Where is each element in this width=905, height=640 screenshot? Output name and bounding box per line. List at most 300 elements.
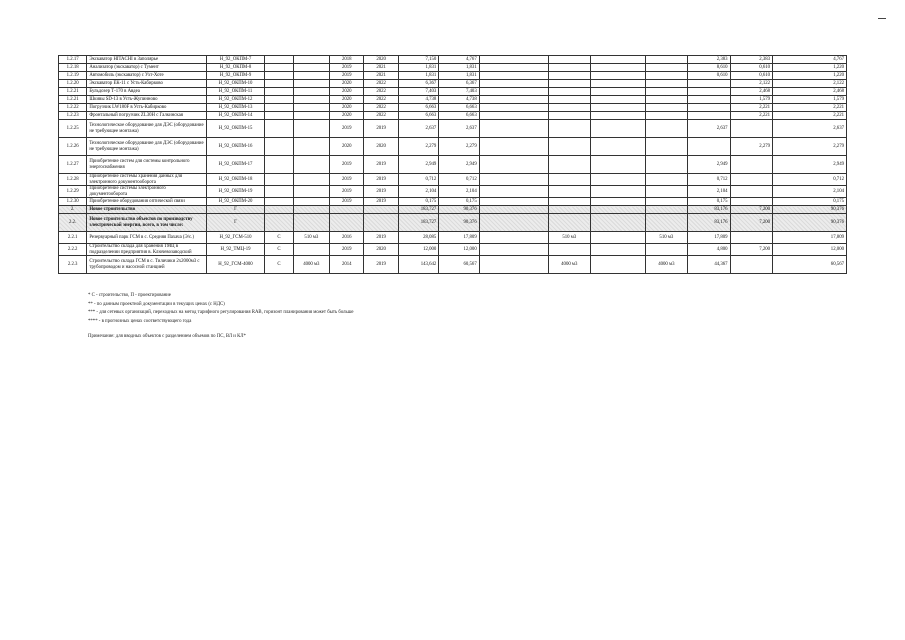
- table-cell: 1,220: [773, 64, 847, 72]
- table-cell: [645, 120, 687, 138]
- table-cell: 8,610: [688, 64, 730, 72]
- table-cell: [265, 96, 293, 104]
- table-cell: [730, 256, 772, 274]
- table-cell: H_92_ОКПМ-8: [206, 64, 265, 72]
- table-cell: 2019: [364, 232, 398, 244]
- table-cell: 2020: [330, 96, 364, 104]
- table-cell: [293, 244, 329, 256]
- table-cell: [265, 80, 293, 88]
- table-cell: [645, 96, 687, 104]
- table-cell: [645, 138, 687, 156]
- table-cell: 1.2.22: [59, 104, 87, 112]
- table-cell: Новое строительство объектов по производству электрической энергии, всего, в том числе:: [87, 214, 206, 232]
- table-cell: 183,727: [398, 214, 438, 232]
- table-cell: 90,376: [773, 206, 847, 214]
- table-cell: [293, 206, 329, 214]
- table-cell: 2019: [330, 64, 364, 72]
- table-cell: [293, 80, 329, 88]
- table-cell: [293, 72, 329, 80]
- table-cell: [265, 138, 293, 156]
- table-cell: [265, 72, 293, 80]
- table-cell: H_92_ОКПМ-15: [206, 120, 265, 138]
- table-cell: 6,663: [439, 104, 479, 112]
- table-cell: [479, 112, 548, 120]
- table-cell: Резервуарный парк ГСМ в с. Средняя Пахача (Э/с.): [87, 232, 206, 244]
- table-cell: 2.: [59, 206, 87, 214]
- table-cell: Экскаватор HITACHI в Заполярье: [87, 56, 206, 64]
- table-cell: [548, 96, 590, 104]
- table-cell: 1.2.27: [59, 156, 87, 174]
- table-cell: [548, 112, 590, 120]
- table-cell: 7,150: [398, 56, 438, 64]
- table-cell: 44,367: [688, 256, 730, 274]
- table-cell: 1,579: [730, 96, 772, 104]
- table-cell: 2,279: [398, 138, 438, 156]
- table-cell: 2019: [364, 120, 398, 138]
- table-cell: [591, 120, 646, 138]
- table-row: [59, 198, 847, 206]
- table-cell: [645, 244, 687, 256]
- table-cell: [548, 120, 590, 138]
- table-row: [59, 112, 847, 120]
- table-cell: 183,727: [398, 206, 438, 214]
- table-cell: 510 м3: [645, 232, 687, 244]
- table-cell: [591, 186, 646, 198]
- table-cell: [591, 88, 646, 96]
- table-cell: [293, 104, 329, 112]
- table-cell: Технологическое оборудование для ДЭС (оборудование не требующее монтажа): [87, 120, 206, 138]
- table-cell: [645, 88, 687, 96]
- table-cell: [645, 64, 687, 72]
- table-cell: 60,567: [773, 256, 847, 274]
- table-cell: [479, 64, 548, 72]
- table-cell: H_92_ОКПМ-16: [206, 138, 265, 156]
- table-cell: 2,122: [730, 80, 772, 88]
- table-cell: [548, 80, 590, 88]
- table-cell: 143,642: [398, 256, 438, 274]
- table-cell: 2,949: [439, 156, 479, 174]
- table-cell: H_92_ОКПМ-10: [206, 80, 265, 88]
- table-cell: [265, 174, 293, 186]
- table-row: [59, 64, 847, 72]
- table-cell: 2,279: [730, 138, 772, 156]
- table-cell: 2019: [330, 174, 364, 186]
- table-cell: Экскаватор ЕК-11 с Усть-Кабирково: [87, 80, 206, 88]
- table-cell: [479, 232, 548, 244]
- table-cell: [688, 112, 730, 120]
- table-cell: [479, 96, 548, 104]
- table-cell: 2.2.: [59, 214, 87, 232]
- table-cell: 2019: [330, 72, 364, 80]
- table-cell: [730, 120, 772, 138]
- table-cell: Строительство склада для хранения ТМЦ в подразделении предприятия в. Ключевозаводский: [87, 244, 206, 256]
- table-cell: 0,175: [688, 198, 730, 206]
- table-cell: 17,809: [439, 232, 479, 244]
- table-row: [59, 104, 847, 112]
- table-cell: [548, 198, 590, 206]
- table-row: [59, 72, 847, 80]
- table-cell: 1,831: [439, 72, 479, 80]
- table-cell: 2,949: [688, 156, 730, 174]
- table-cell: [293, 64, 329, 72]
- table-cell: [591, 80, 646, 88]
- table-cell: 4,738: [398, 96, 438, 104]
- table-cell: [548, 206, 590, 214]
- table-cell: [591, 112, 646, 120]
- table-cell: 2,468: [773, 88, 847, 96]
- table-cell: [265, 56, 293, 64]
- table-cell: 1.2.17: [59, 56, 87, 64]
- table-cell: 0,175: [773, 198, 847, 206]
- table-cell: 2,221: [773, 104, 847, 112]
- remark-note: Примечание: для вводных объектов с разделением объемов по ПС, ВЛ и КЛ*: [88, 334, 246, 339]
- table-cell: 1.2.29: [59, 186, 87, 198]
- table-cell: 0,712: [398, 174, 438, 186]
- table-cell: [591, 96, 646, 104]
- table-row: [59, 206, 847, 214]
- table-cell: H_92_ОКПМ-20: [206, 198, 265, 206]
- table-cell: H_92_ОКПМ-19: [206, 186, 265, 198]
- table-cell: 2019: [364, 174, 398, 186]
- table-cell: [730, 186, 772, 198]
- table-cell: 2019: [330, 156, 364, 174]
- investment-program-table: [58, 55, 847, 274]
- table-cell: 7,403: [398, 88, 438, 96]
- table-cell: [591, 206, 646, 214]
- table-cell: [548, 214, 590, 232]
- table-cell: H_92_ОКПМ-17: [206, 156, 265, 174]
- table-cell: 2019: [330, 198, 364, 206]
- table-cell: 7,200: [730, 214, 772, 232]
- table-cell: 4,738: [439, 96, 479, 104]
- table-cell: [479, 198, 548, 206]
- table-cell: [548, 244, 590, 256]
- table-cell: [548, 88, 590, 96]
- table-cell: 2,122: [773, 80, 847, 88]
- table-row: [59, 244, 847, 256]
- table-cell: 2020: [330, 104, 364, 112]
- table-cell: [645, 112, 687, 120]
- table-cell: [591, 104, 646, 112]
- table-cell: 2019: [364, 198, 398, 206]
- table-cell: Погрузчик LW180F в Усть-Кабирково: [87, 104, 206, 112]
- table-cell: 17,809: [688, 232, 730, 244]
- table-cell: Шкивы SD-13 в Усть-Жупинново: [87, 96, 206, 104]
- table-cell: Приобретение системы хранения данных для электронного документооборота: [87, 174, 206, 186]
- table-cell: [479, 56, 548, 64]
- table-cell: [479, 72, 548, 80]
- table-cell: [645, 80, 687, 88]
- table-cell: [645, 104, 687, 112]
- table-cell: 4000 м3: [548, 256, 590, 274]
- table-cell: Бульдозер Т-170 в Авдеа: [87, 88, 206, 96]
- table-cell: 12,000: [439, 244, 479, 256]
- table-row: [59, 256, 847, 274]
- table-cell: [479, 256, 548, 274]
- table-cell: [645, 174, 687, 186]
- table-cell: 2019: [330, 120, 364, 138]
- table-cell: 2,949: [398, 156, 438, 174]
- table-cell: Г: [206, 214, 265, 232]
- table-cell: [591, 198, 646, 206]
- table-row: [59, 88, 847, 96]
- table-cell: 2,104: [398, 186, 438, 198]
- table-cell: 12,000: [773, 244, 847, 256]
- table-cell: 0,610: [730, 72, 772, 80]
- table-row: [59, 214, 847, 232]
- table-cell: 2019: [330, 244, 364, 256]
- table-cell: [548, 56, 590, 64]
- table-cell: [293, 214, 329, 232]
- table-cell: [265, 156, 293, 174]
- table-cell: 2,383: [730, 56, 772, 64]
- table-cell: 2,104: [688, 186, 730, 198]
- table-cell: [265, 120, 293, 138]
- table-cell: [688, 96, 730, 104]
- table-cell: 2.2.1: [59, 232, 87, 244]
- table-cell: 2020: [330, 80, 364, 88]
- table-cell: 0,712: [773, 174, 847, 186]
- table-cell: 7,200: [730, 206, 772, 214]
- table-cell: [591, 232, 646, 244]
- table-cell: [479, 120, 548, 138]
- table-cell: 2,949: [773, 156, 847, 174]
- table-cell: 2.2.2: [59, 244, 87, 256]
- table-cell: 0,712: [439, 174, 479, 186]
- table-cell: [479, 156, 548, 174]
- table-row: [59, 120, 847, 138]
- table-cell: 2014: [330, 256, 364, 274]
- table-cell: 0,610: [730, 64, 772, 72]
- table-cell: [645, 156, 687, 174]
- table-cell: H_92_ТМЦ-19: [206, 244, 265, 256]
- table-cell: 510 м3: [548, 232, 590, 244]
- table-cell: 2,279: [439, 138, 479, 156]
- table-cell: [479, 138, 548, 156]
- table-cell: [265, 214, 293, 232]
- table-cell: [591, 64, 646, 72]
- table-cell: [591, 72, 646, 80]
- table-cell: 2022: [364, 112, 398, 120]
- table-row: [59, 138, 847, 156]
- table-cell: 1.2.21: [59, 96, 87, 104]
- table-cell: [293, 88, 329, 96]
- table-cell: [548, 72, 590, 80]
- table-cell: 2020: [330, 112, 364, 120]
- table-cell: [293, 120, 329, 138]
- table-cell: 2022: [364, 104, 398, 112]
- table-cell: 2,221: [730, 104, 772, 112]
- table-cell: 0,175: [398, 198, 438, 206]
- table-cell: H_92_ОКПМ-11: [206, 88, 265, 96]
- table-cell: 6,367: [398, 80, 438, 88]
- table-cell: 1.2.18: [59, 64, 87, 72]
- table-cell: 1.2.28: [59, 174, 87, 186]
- table-cell: [591, 138, 646, 156]
- table-cell: [645, 56, 687, 64]
- table-cell: [479, 244, 548, 256]
- table-cell: 1,831: [398, 72, 438, 80]
- table-cell: [479, 88, 548, 96]
- table-cell: [645, 206, 687, 214]
- table-cell: 2,221: [730, 112, 772, 120]
- table-cell: [591, 156, 646, 174]
- table-cell: 0,175: [439, 198, 479, 206]
- table-cell: 2,279: [773, 138, 847, 156]
- table-cell: [330, 214, 364, 232]
- footnotes: [88, 292, 354, 326]
- table-cell: [730, 174, 772, 186]
- table-cell: 2019: [364, 186, 398, 198]
- footnote: * С - строительство, П - проектирование: [88, 293, 171, 298]
- table-cell: [293, 96, 329, 104]
- table-cell: 4,767: [773, 56, 847, 64]
- table-cell: [591, 174, 646, 186]
- table-cell: [591, 56, 646, 64]
- table-cell: 1.2.30: [59, 198, 87, 206]
- table-cell: 83,176: [688, 214, 730, 232]
- table-cell: 1.2.19: [59, 72, 87, 80]
- table-cell: 2,468: [730, 88, 772, 96]
- table-cell: [591, 214, 646, 232]
- table-cell: [548, 174, 590, 186]
- table-cell: [293, 112, 329, 120]
- table-cell: 12,000: [398, 244, 438, 256]
- footnote: ** - по данным проектной документации в текущих ценах (с НДС): [88, 301, 225, 307]
- footnote: *** - для сетевых организаций, переходных на метод тарифного регулирования RAB, горизонт планирования может быть больше: [88, 310, 354, 315]
- table-cell: [479, 80, 548, 88]
- table-cell: 4,767: [439, 56, 479, 64]
- table-cell: 2020: [364, 56, 398, 64]
- table-cell: 90,376: [773, 214, 847, 232]
- table-cell: [293, 174, 329, 186]
- table-cell: 2022: [364, 80, 398, 88]
- table-row: [59, 174, 847, 186]
- table-cell: С: [265, 232, 293, 244]
- table-cell: 2020: [364, 244, 398, 256]
- table-cell: 60,567: [439, 256, 479, 274]
- table-cell: Новое строительство: [87, 206, 206, 214]
- table-cell: [688, 80, 730, 88]
- table-cell: H_92_ОКПМ-14: [206, 112, 265, 120]
- table-cell: [591, 256, 646, 274]
- table-cell: 1.2.25: [59, 120, 87, 138]
- table-cell: H_92_ГСМ-510: [206, 232, 265, 244]
- table-cell: [265, 64, 293, 72]
- table-cell: 90,376: [439, 214, 479, 232]
- table-cell: 2022: [364, 96, 398, 104]
- table-cell: 83,176: [688, 206, 730, 214]
- table-row: [59, 186, 847, 198]
- table-cell: 2020: [330, 88, 364, 96]
- table-cell: 2019: [364, 256, 398, 274]
- table-cell: 0,610: [688, 72, 730, 80]
- table-cell: 0,712: [688, 174, 730, 186]
- table-cell: [548, 104, 590, 112]
- table-cell: H_92_ОКПМ-12: [206, 96, 265, 104]
- table-cell: [364, 214, 398, 232]
- table-cell: 4,800: [688, 244, 730, 256]
- table-cell: 2,637: [398, 120, 438, 138]
- table-cell: 1.2.20: [59, 80, 87, 88]
- table-cell: 2,637: [773, 120, 847, 138]
- table-cell: Анализатор (экскаватор) с Тумент: [87, 64, 206, 72]
- footnote: **** - в прогнозных ценах соответствующего года: [88, 318, 192, 324]
- table-cell: 1,579: [773, 96, 847, 104]
- table-cell: 2020: [364, 138, 398, 156]
- table-cell: [265, 88, 293, 96]
- table-cell: [293, 156, 329, 174]
- table-cell: 1.2.26: [59, 138, 87, 156]
- table-cell: Приобретение оборудования оптической связи: [87, 198, 206, 206]
- table-cell: 1,831: [398, 64, 438, 72]
- table-cell: [364, 206, 398, 214]
- table-cell: 6,663: [398, 104, 438, 112]
- table-cell: H_92_ОКПМ-9: [206, 72, 265, 80]
- table-cell: 2021: [364, 64, 398, 72]
- table-cell: 2.2.3: [59, 256, 87, 274]
- table-cell: 2018: [330, 56, 364, 64]
- table-cell: [548, 186, 590, 198]
- table-cell: [479, 186, 548, 198]
- table-cell: H_92_ОКПМ-18: [206, 174, 265, 186]
- table-cell: [479, 206, 548, 214]
- table-cell: [293, 198, 329, 206]
- table-cell: [265, 206, 293, 214]
- table-row: [59, 56, 847, 64]
- table-cell: 90,376: [439, 206, 479, 214]
- table-row: [59, 232, 847, 244]
- table-cell: H_92_ОКПМ-7: [206, 56, 265, 64]
- table-cell: [548, 64, 590, 72]
- table-cell: Приобретение системы электронного документооборота: [87, 186, 206, 198]
- table-cell: 6,663: [439, 112, 479, 120]
- table-cell: [645, 72, 687, 80]
- table-cell: [265, 198, 293, 206]
- table-cell: С: [265, 256, 293, 274]
- table-cell: [479, 174, 548, 186]
- table-cell: 2,383: [688, 56, 730, 64]
- table-cell: 2021: [364, 72, 398, 80]
- table-cell: 28,085: [398, 232, 438, 244]
- table-cell: 510 м3: [293, 232, 329, 244]
- table-cell: [645, 198, 687, 206]
- table-cell: Автомобиль (экскаватор) с Ухт-Хоте: [87, 72, 206, 80]
- table-cell: 2019: [330, 186, 364, 198]
- table-cell: 2016: [330, 232, 364, 244]
- table-cell: 2,104: [439, 186, 479, 198]
- table-cell: H_92_ГСМ-4000: [206, 256, 265, 274]
- table-cell: [548, 138, 590, 156]
- table-cell: [730, 232, 772, 244]
- table-cell: С: [265, 244, 293, 256]
- table-cell: 2020: [330, 138, 364, 156]
- table-cell: 1.2.23: [59, 112, 87, 120]
- table-cell: [479, 104, 548, 112]
- table-cell: 6,367: [439, 80, 479, 88]
- table-cell: [293, 56, 329, 64]
- table-cell: [645, 214, 687, 232]
- table-cell: [645, 186, 687, 198]
- table-cell: 1,831: [439, 64, 479, 72]
- table-cell: 2,221: [773, 112, 847, 120]
- table-cell: Технологическое оборудование для ДЭС (оборудование не требующее монтажа): [87, 138, 206, 156]
- table-cell: 2,637: [688, 120, 730, 138]
- table-row: [59, 96, 847, 104]
- table-cell: [330, 206, 364, 214]
- table-cell: Фронтальный погрузчик ZL30H с Галкинская: [87, 112, 206, 120]
- table-cell: [730, 198, 772, 206]
